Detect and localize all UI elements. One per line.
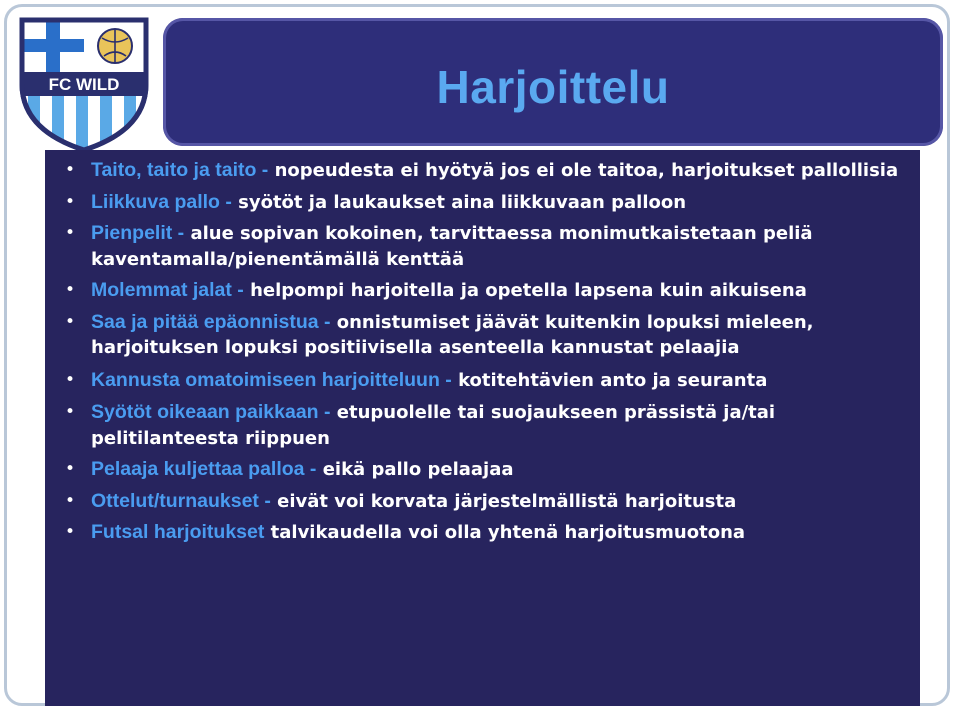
bullet-text: etupuolelle tai suojaukseen prässistä ja/tai pelitilanteesta riippuen: [91, 402, 776, 449]
bullet-text: kotitehtävien anto ja seuranta: [451, 369, 768, 391]
bullet-key: Futsal harjoitukset: [91, 521, 265, 543]
title-bar: [163, 18, 943, 146]
list-item: [65, 310, 910, 361]
fc-wild-logo-icon: [14, 12, 154, 154]
list-item: [65, 400, 910, 451]
bullet-text: eivät voi korvata järjestelmällistä harjoitusta: [270, 490, 737, 512]
list-item: [65, 457, 910, 483]
bullet-text: nopeudesta ei hyötyä jos ei ole taitoa, harjoitukset pallollisia: [268, 160, 899, 181]
list-item: [65, 158, 910, 184]
bullet-key: Kannusta omatoimiseen harjoitteluun -: [91, 368, 452, 391]
bullet-text: alue sopivan kokoinen, tarvittaessa monimutkaistetaan peliä kaventamalla/pienentämällä kenttää: [91, 223, 813, 270]
list-item: [65, 221, 910, 272]
list-item: [65, 520, 910, 546]
bullet-text: eikä pallo pelaajaa: [316, 459, 514, 480]
bullet-key: Saa ja pitää epäonnistua -: [91, 310, 331, 333]
bullet-text: syötöt ja laukaukset aina liikkuvaan palloon: [231, 191, 687, 213]
bullet-key: Syötöt oikeaan paikkaan -: [91, 401, 331, 423]
bullet-key: Pienpelit -: [91, 222, 185, 244]
list-item: [65, 190, 910, 216]
slide-title: Harjoittelu: [436, 61, 670, 113]
bullet-text: onnistumiset jäävät kuitenkin lopuksi mieleen, harjoituksen lopuksi positiivisella asenteella kannustat pelaajia: [91, 311, 814, 358]
bullet-key: Taito, taito ja taito -: [91, 159, 269, 181]
bullet-text: talvikaudella voi olla yhtenä harjoitusmuotona: [264, 522, 746, 543]
list-item: [65, 278, 910, 304]
bullet-text: helpompi harjoitella ja opetella lapsena kuin aikuisena: [243, 280, 807, 301]
bullet-key: Ottelut/turnaukset -: [91, 489, 271, 512]
bullet-key: Pelaaja kuljettaa palloa -: [91, 458, 317, 480]
logo-text: FC WILD: [48, 75, 120, 94]
bullet-key: Liikkuva pallo -: [91, 190, 232, 213]
bullet-list: [65, 158, 910, 546]
content-panel: [45, 150, 920, 706]
list-item: [65, 489, 910, 515]
bullet-key: Molemmat jalat -: [91, 279, 244, 301]
list-item: [65, 368, 910, 394]
